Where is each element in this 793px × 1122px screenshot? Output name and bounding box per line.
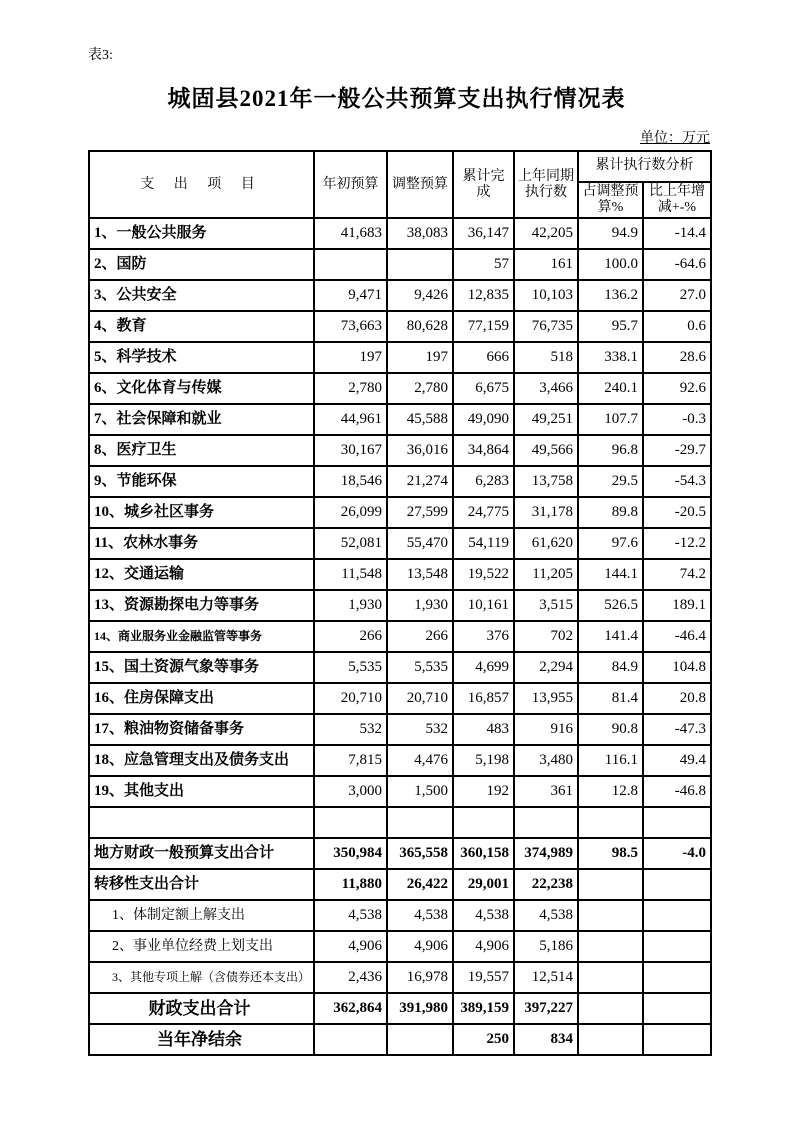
cell-value: 27.0 [643, 280, 711, 311]
cell-value: 338.1 [578, 342, 643, 373]
cell-value: 391,980 [387, 993, 453, 1024]
cell-value: 9,426 [387, 280, 453, 311]
cell-value: 360,158 [453, 838, 514, 869]
row-label: 当年净结余 [89, 1024, 314, 1055]
table-row [89, 714, 711, 745]
cell-value: 361 [514, 776, 578, 807]
cell-value: 36,016 [387, 435, 453, 466]
row-label: 3、公共安全 [89, 280, 314, 311]
table-row [89, 466, 711, 497]
cell-value: 11,548 [314, 559, 387, 590]
cell-value: 2,780 [387, 373, 453, 404]
cell-value: 4,699 [453, 652, 514, 683]
cell-value: 1,500 [387, 776, 453, 807]
cell-value [578, 993, 643, 1024]
table-row [89, 249, 711, 280]
cell-value: 4,538 [387, 900, 453, 931]
table-header [89, 151, 711, 218]
cell-value [387, 807, 453, 838]
cell-value [314, 807, 387, 838]
cell-value: -47.3 [643, 714, 711, 745]
cell-value: 197 [387, 342, 453, 373]
table-row [89, 218, 711, 249]
cell-value: 4,906 [387, 931, 453, 962]
header-change-vs-prev-year: 比上年增减+-% [643, 182, 711, 218]
table-row [89, 342, 711, 373]
cell-value: 73,663 [314, 311, 387, 342]
cell-value: 98.5 [578, 838, 643, 869]
cell-value: 5,535 [387, 652, 453, 683]
cell-value: 12.8 [578, 776, 643, 807]
cell-value: 362,864 [314, 993, 387, 1024]
cell-value: 61,620 [514, 528, 578, 559]
cell-value: 38,083 [387, 218, 453, 249]
cell-value: -4.0 [643, 838, 711, 869]
cell-value [643, 1024, 711, 1055]
cell-value [643, 807, 711, 838]
cell-value: 76,735 [514, 311, 578, 342]
cell-value [643, 869, 711, 900]
cell-value: 20.8 [643, 683, 711, 714]
table-row [89, 962, 711, 993]
header-adjusted-budget: 调整预算 [387, 151, 453, 218]
budget-expenditure-table [88, 150, 712, 1056]
cell-value: 266 [314, 621, 387, 652]
cell-value: 532 [387, 714, 453, 745]
cell-value: 49,566 [514, 435, 578, 466]
cell-value [387, 249, 453, 280]
row-label: 2、国防 [89, 249, 314, 280]
cell-value: 834 [514, 1024, 578, 1055]
cell-value: 12,835 [453, 280, 514, 311]
cell-value: 57 [453, 249, 514, 280]
cell-value: 1,930 [314, 590, 387, 621]
cell-value: 10,161 [453, 590, 514, 621]
page-title: 城固县2021年一般公共预算支出执行情况表 [167, 86, 626, 111]
row-label: 6、文化体育与传媒 [89, 373, 314, 404]
header-pct-of-adjusted-budget: 占调整预算% [578, 182, 643, 218]
cell-value: 5,186 [514, 931, 578, 962]
cell-value: 27,599 [387, 497, 453, 528]
table-row [89, 559, 711, 590]
cell-value: 104.8 [643, 652, 711, 683]
cell-value: 3,515 [514, 590, 578, 621]
cell-value: 4,906 [453, 931, 514, 962]
cell-value [643, 900, 711, 931]
table-row [89, 311, 711, 342]
row-label: 10、城乡社区事务 [89, 497, 314, 528]
table-row [89, 435, 711, 466]
cell-value: -0.3 [643, 404, 711, 435]
cell-value: 483 [453, 714, 514, 745]
table-row [89, 373, 711, 404]
cell-value: -14.4 [643, 218, 711, 249]
cell-value: 240.1 [578, 373, 643, 404]
cell-value: 13,758 [514, 466, 578, 497]
cell-value: 13,548 [387, 559, 453, 590]
row-label: 1、一般公共服务 [89, 218, 314, 249]
cell-value: 10,103 [514, 280, 578, 311]
cell-value: 28.6 [643, 342, 711, 373]
cell-value: 666 [453, 342, 514, 373]
cell-value [643, 962, 711, 993]
cell-value: 916 [514, 714, 578, 745]
table-row [89, 807, 711, 838]
cell-value: 20,710 [387, 683, 453, 714]
cell-value: -54.3 [643, 466, 711, 497]
table-row [89, 528, 711, 559]
row-label: 4、教育 [89, 311, 314, 342]
cell-value [578, 1024, 643, 1055]
table-row [89, 931, 711, 962]
row-label: 3、其他专项上解（含债券还本支出） [89, 962, 314, 993]
cell-value: 42,205 [514, 218, 578, 249]
cell-value: -46.8 [643, 776, 711, 807]
cell-value: 2,294 [514, 652, 578, 683]
cell-value: 141.4 [578, 621, 643, 652]
cell-value: 41,683 [314, 218, 387, 249]
unit-note: 单位：万元 [640, 131, 710, 146]
cell-value: 197 [314, 342, 387, 373]
row-label: 15、国土资源气象等事务 [89, 652, 314, 683]
row-label: 5、科学技术 [89, 342, 314, 373]
cell-value: 95.7 [578, 311, 643, 342]
cell-value: 4,476 [387, 745, 453, 776]
cell-value: 20,710 [314, 683, 387, 714]
row-label: 8、医疗卫生 [89, 435, 314, 466]
cell-value: 5,535 [314, 652, 387, 683]
cell-value [314, 249, 387, 280]
cell-value: 11,205 [514, 559, 578, 590]
cell-value: 81.4 [578, 683, 643, 714]
table-number-label: 表3: [88, 48, 113, 63]
cell-value: 22,238 [514, 869, 578, 900]
cell-value: 11,880 [314, 869, 387, 900]
cell-value: 92.6 [643, 373, 711, 404]
cell-value: 2,780 [314, 373, 387, 404]
row-label: 财政支出合计 [89, 993, 314, 1024]
table-row [89, 869, 711, 900]
cell-value: 192 [453, 776, 514, 807]
cell-value: 29.5 [578, 466, 643, 497]
cell-value: 29,001 [453, 869, 514, 900]
header-initial-budget: 年初预算 [314, 151, 387, 218]
cell-value [578, 869, 643, 900]
cell-value: 16,857 [453, 683, 514, 714]
cell-value [578, 962, 643, 993]
cell-value: 702 [514, 621, 578, 652]
cell-value: 3,466 [514, 373, 578, 404]
cell-value: 397,227 [514, 993, 578, 1024]
table-row [89, 745, 711, 776]
cell-value: 80,628 [387, 311, 453, 342]
cell-value: 6,283 [453, 466, 514, 497]
cell-value: 0.6 [643, 311, 711, 342]
cell-value: 90.8 [578, 714, 643, 745]
cell-value [578, 931, 643, 962]
cell-value: 89.8 [578, 497, 643, 528]
expenditure-table-body [89, 218, 711, 1055]
table-row [89, 590, 711, 621]
table-row [89, 621, 711, 652]
cell-value: 55,470 [387, 528, 453, 559]
cell-value: 77,159 [453, 311, 514, 342]
cell-value: 16,978 [387, 962, 453, 993]
cell-value: 18,546 [314, 466, 387, 497]
cell-value: 21,274 [387, 466, 453, 497]
cell-value: -12.2 [643, 528, 711, 559]
row-label: 11、农林水事务 [89, 528, 314, 559]
cell-value: 2,436 [314, 962, 387, 993]
table-row [89, 993, 711, 1024]
cell-value: 54,119 [453, 528, 514, 559]
row-label: 13、资源勘探电力等事务 [89, 590, 314, 621]
cell-value: 116.1 [578, 745, 643, 776]
cell-value: -20.5 [643, 497, 711, 528]
cell-value: 4,538 [514, 900, 578, 931]
cell-value: 365,558 [387, 838, 453, 869]
cell-value: 144.1 [578, 559, 643, 590]
table-row [89, 838, 711, 869]
cell-value: -29.7 [643, 435, 711, 466]
cell-value: 7,815 [314, 745, 387, 776]
row-label: 地方财政一般预算支出合计 [89, 838, 314, 869]
header-cumulative-completed: 累计完成 [453, 151, 514, 218]
header-analysis-group: 累计执行数分析 [578, 151, 711, 182]
cell-value: 31,178 [514, 497, 578, 528]
cell-value: 4,538 [453, 900, 514, 931]
row-label: 14、商业服务业金融监管等事务 [89, 621, 314, 652]
table-row [89, 683, 711, 714]
row-label: 1、体制定额上解支出 [89, 900, 314, 931]
cell-value [514, 807, 578, 838]
cell-value: 4,538 [314, 900, 387, 931]
table-row [89, 776, 711, 807]
cell-value: 350,984 [314, 838, 387, 869]
cell-value: 526.5 [578, 590, 643, 621]
table-row [89, 280, 711, 311]
cell-value: 376 [453, 621, 514, 652]
row-label: 7、社会保障和就业 [89, 404, 314, 435]
cell-value: 34,864 [453, 435, 514, 466]
cell-value: 389,159 [453, 993, 514, 1024]
cell-value: 44,961 [314, 404, 387, 435]
cell-value: 532 [314, 714, 387, 745]
cell-value: 52,081 [314, 528, 387, 559]
cell-value: 136.2 [578, 280, 643, 311]
cell-value: 84.9 [578, 652, 643, 683]
cell-value: 374,989 [514, 838, 578, 869]
cell-value: 9,471 [314, 280, 387, 311]
row-label: 19、其他支出 [89, 776, 314, 807]
cell-value: 3,480 [514, 745, 578, 776]
header-expenditure-item: 支 出 项 目 [89, 151, 314, 218]
table-row [89, 900, 711, 931]
cell-value: 30,167 [314, 435, 387, 466]
cell-value: 19,522 [453, 559, 514, 590]
table-row [89, 652, 711, 683]
cell-value: 518 [514, 342, 578, 373]
row-label: 2、事业单位经费上划支出 [89, 931, 314, 962]
cell-value: 189.1 [643, 590, 711, 621]
row-label [89, 807, 314, 838]
cell-value: -64.6 [643, 249, 711, 280]
cell-value: 94.9 [578, 218, 643, 249]
cell-value: 3,000 [314, 776, 387, 807]
cell-value: 107.7 [578, 404, 643, 435]
cell-value: 5,198 [453, 745, 514, 776]
table-row [89, 1024, 711, 1055]
cell-value: 49,251 [514, 404, 578, 435]
cell-value: 1,930 [387, 590, 453, 621]
cell-value: 161 [514, 249, 578, 280]
cell-value: 24,775 [453, 497, 514, 528]
cell-value: 250 [453, 1024, 514, 1055]
cell-value: 19,557 [453, 962, 514, 993]
cell-value: 100.0 [578, 249, 643, 280]
cell-value [578, 900, 643, 931]
cell-value [643, 993, 711, 1024]
cell-value: -46.4 [643, 621, 711, 652]
row-label: 转移性支出合计 [89, 869, 314, 900]
cell-value: 49,090 [453, 404, 514, 435]
cell-value: 36,147 [453, 218, 514, 249]
cell-value: 266 [387, 621, 453, 652]
cell-value: 4,906 [314, 931, 387, 962]
header-prev-year-same-period: 上年同期执行数 [514, 151, 578, 218]
cell-value [387, 1024, 453, 1055]
cell-value: 97.6 [578, 528, 643, 559]
cell-value: 45,588 [387, 404, 453, 435]
cell-value: 13,955 [514, 683, 578, 714]
table-row [89, 404, 711, 435]
cell-value [453, 807, 514, 838]
table-row [89, 497, 711, 528]
row-label: 9、节能环保 [89, 466, 314, 497]
cell-value: 96.8 [578, 435, 643, 466]
cell-value [314, 1024, 387, 1055]
cell-value: 12,514 [514, 962, 578, 993]
cell-value: 49.4 [643, 745, 711, 776]
row-label: 17、粮油物资储备事务 [89, 714, 314, 745]
cell-value [578, 807, 643, 838]
row-label: 12、交通运输 [89, 559, 314, 590]
cell-value: 74.2 [643, 559, 711, 590]
row-label: 16、住房保障支出 [89, 683, 314, 714]
cell-value: 26,099 [314, 497, 387, 528]
cell-value: 26,422 [387, 869, 453, 900]
cell-value: 6,675 [453, 373, 514, 404]
row-label: 18、应急管理支出及债务支出 [89, 745, 314, 776]
cell-value [643, 931, 711, 962]
